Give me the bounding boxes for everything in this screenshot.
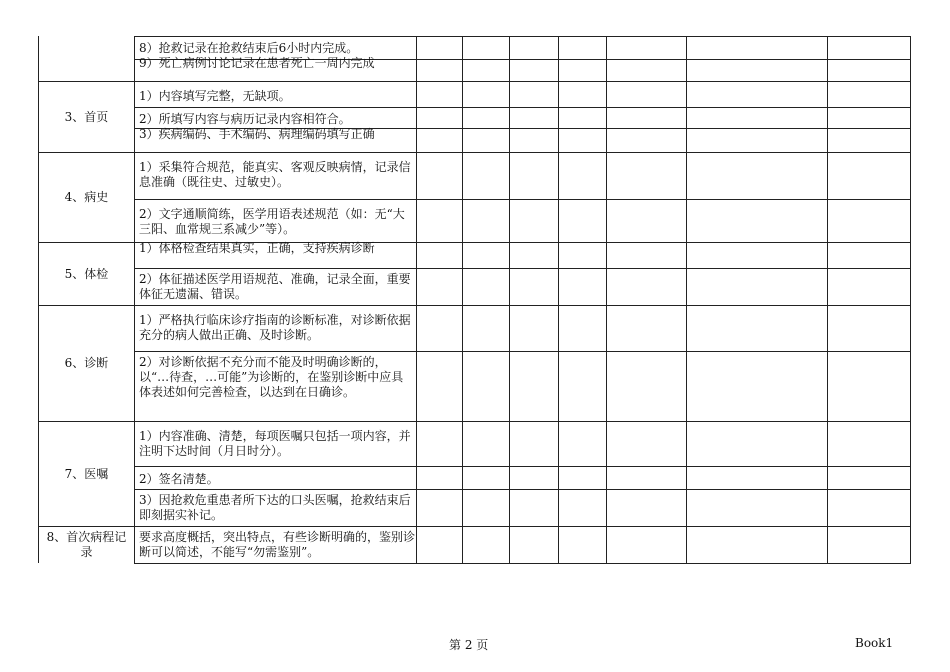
category-label: 3、首页	[64, 109, 109, 124]
criterion-text: 1）严格执行临床诊疗指南的诊断标准，对诊断依据充分的病人做出正确、及时诊断。	[139, 313, 411, 342]
criterion-text: 要求高度概括，突出特点，有些诊断明确的，鉴别诊断可以简述，不能写“勿需鉴别”。	[139, 530, 415, 559]
category-label: 7、医嘱	[64, 466, 109, 481]
category-label: 6、诊断	[64, 356, 109, 370]
criterion-text: 2）对诊断依据不充分而不能及时明确诊断的，以“…待查，…可能”为诊断的，在鉴别诊断中应具体表述如何完善检查，以达到在日确诊。	[139, 355, 404, 399]
category-3-homepage	[39, 82, 134, 152]
criterion-text: 2）签名清楚。	[139, 472, 219, 486]
criterion-text: 3）因抢救危重患者所下达的口头医嘱，抢救结束后即刻据实补记。	[139, 493, 411, 522]
category-7-orders	[39, 422, 134, 526]
category-label: 4、病史	[64, 190, 109, 204]
criterion-text: 3）疾病编码、手术编码、病理编码填写正确	[139, 127, 375, 141]
criterion-text: 1）采集符合规范，能真实、客观反映病情，记录信息准确（既往史、过敏史）。	[139, 160, 411, 189]
category-label: 8、首次病程记录	[46, 530, 127, 559]
sheet-name: Book1	[855, 636, 894, 650]
criterion-text: 1）内容填写完整，无缺项。	[139, 89, 291, 103]
criterion-text: 9）死亡病例讨论记录在患者死亡一周内完成	[139, 56, 375, 70]
criterion-text: 8）抢救记录在抢救结束后6小时内完成。	[139, 41, 359, 55]
criterion-text: 1）内容准确、清楚，每项医嘱只包括一项内容，并注明下达时间（月日时分）。	[139, 429, 411, 458]
category-label: 5、体检	[64, 266, 109, 281]
category-5-exam	[39, 243, 134, 305]
criterion-text: 1）体格检查结果真实，正确，支持疾病诊断	[139, 241, 375, 255]
criterion-text: 2）所填写内容与病历记录内容相符合。	[139, 112, 351, 126]
page-number: 第 2 页	[449, 638, 489, 652]
category-4-history	[39, 153, 134, 242]
criterion-text: 2）体征描述医学用语规范、准确，记录全面，重要体征无遗漏、错误。	[139, 272, 411, 301]
category-8-first-course	[39, 527, 134, 563]
criterion-text: 2）文字通顺简练，医学用语表述规范（如：无“大三阳、血常规三系减少”等）。	[139, 207, 405, 236]
category-6-diagnosis	[39, 306, 134, 421]
